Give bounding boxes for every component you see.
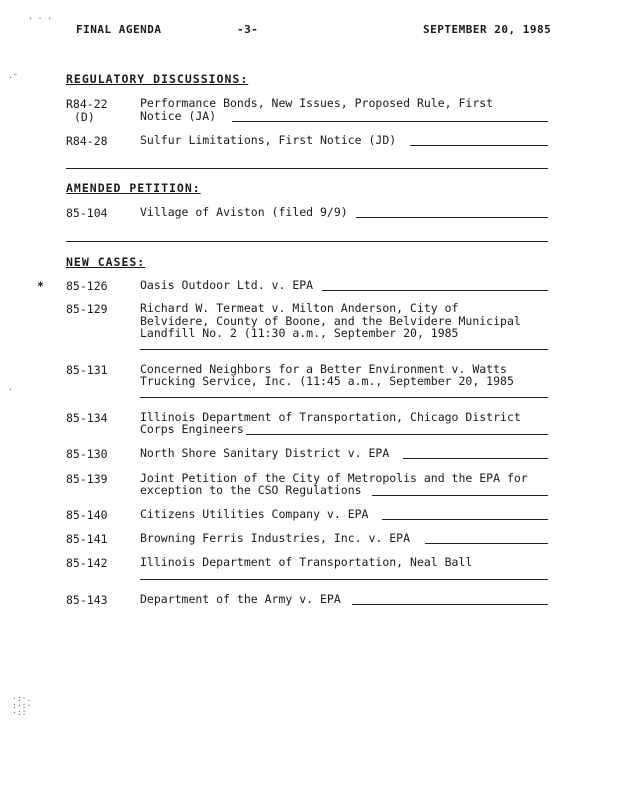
item-description: Trucking Service, Inc. (11:45 a.m., September 20, 1985 [140, 374, 514, 388]
fill-line [352, 604, 548, 605]
section-title-new-cases: NEW CASES: [66, 255, 146, 269]
item-description: Landfill No. 2 (11:30 a.m., September 20, 1985 [140, 326, 459, 340]
fill-line [246, 434, 548, 435]
item-number: 85-143 [66, 593, 108, 607]
item-description: Belvidere, County of Boone, and the Belvidere Municipal [140, 314, 521, 328]
scan-speck: ·˜ [8, 73, 18, 82]
item-number: 85-134 [66, 411, 108, 425]
item-description: North Shore Sanitary District v. EPA [140, 446, 390, 460]
fill-line [403, 458, 548, 459]
item-description: Concerned Neighbors for a Better Environment v. Watts [140, 362, 507, 376]
item-number: 85-140 [66, 508, 108, 522]
header-date: SEPTEMBER 20, 1985 [423, 23, 552, 36]
header-title: FINAL AGENDA [76, 23, 162, 36]
fill-line [322, 290, 548, 291]
fill-line [382, 519, 548, 520]
item-description: Oasis Outdoor Ltd. v. EPA [140, 278, 314, 292]
item-description: Sulfur Limitations, First Notice (JD) [140, 133, 397, 147]
item-number: 85-126 [66, 279, 108, 293]
page-number: -3- [237, 23, 259, 36]
fill-line [140, 349, 548, 350]
item-number: 85-129 [66, 302, 108, 316]
fill-line [140, 397, 548, 398]
item-description: Village of Aviston (filed 9/9) [140, 205, 348, 219]
item-description: Citizens Utilities Company v. EPA [140, 507, 369, 521]
section-title-regulatory: REGULATORY DISCUSSIONS: [66, 72, 249, 86]
fill-line [425, 543, 548, 544]
item-number: 85-104 [66, 206, 108, 220]
item-number: R84-22 [66, 97, 108, 111]
item-description: Performance Bonds, New Issues, Proposed Rule, First [140, 96, 494, 110]
item-sub-number: (D) [74, 110, 95, 124]
item-number: 85-139 [66, 472, 108, 486]
item-number: 85-141 [66, 532, 108, 546]
item-number: R84-28 [66, 134, 108, 148]
item-description: Browning Ferris Industries, Inc. v. EPA [140, 531, 411, 545]
fill-line [66, 241, 548, 242]
fill-line [66, 168, 548, 169]
fill-line [410, 145, 548, 146]
item-number: 85-142 [66, 556, 108, 570]
fill-line [232, 121, 548, 122]
section-title-amended: AMENDED PETITION: [66, 181, 201, 195]
fill-line [372, 495, 548, 496]
item-description: Illinois Department of Transportation, Neal Ball [140, 555, 473, 569]
scan-speck: · · · [28, 14, 53, 23]
item-description: Corps Engineers [140, 422, 244, 436]
item-description: Notice (JA) [140, 109, 217, 123]
fill-line [356, 217, 548, 218]
item-number: 85-131 [66, 363, 108, 377]
item-description: Illinois Department of Transportation, Chicago District [140, 410, 521, 424]
priority-marker: * [37, 279, 44, 293]
item-description: Joint Petition of the City of Metropolis and the EPA for [140, 471, 528, 485]
item-description: Department of the Army v. EPA [140, 592, 341, 606]
scan-speck: · [8, 385, 13, 394]
scan-smudge: ·:·. :·:· ·:: [12, 694, 32, 717]
fill-line [140, 579, 548, 580]
item-number: 85-130 [66, 447, 108, 461]
item-description: Richard W. Termeat v. Milton Anderson, City of [140, 301, 459, 315]
item-description: exception to the CSO Regulations [140, 483, 362, 497]
